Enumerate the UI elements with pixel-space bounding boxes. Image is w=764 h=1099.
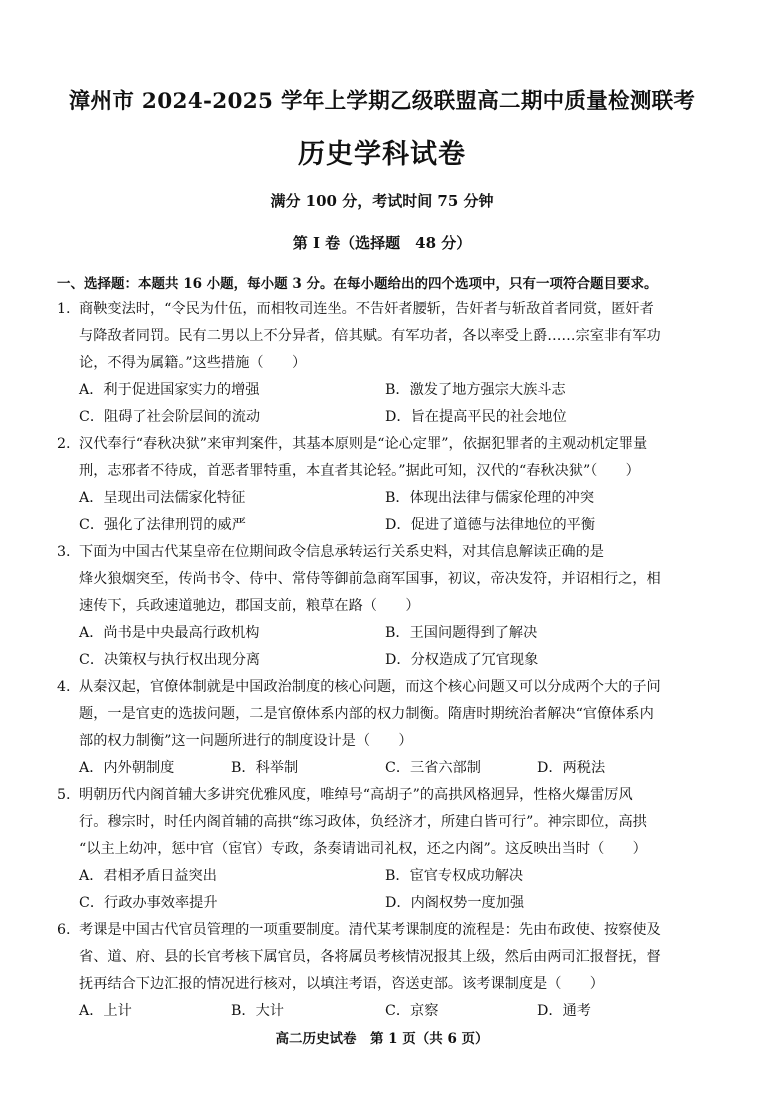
question-4	[57, 674, 719, 782]
option-c: C．决策权与执行权出现分离	[79, 652, 261, 668]
question-text-line: 烽火狼烟突至，传尚书令、侍中、常侍等御前急商军国事，初议，帝决发符，并诏相行之，相	[79, 571, 661, 587]
question-number: 3.	[57, 544, 71, 560]
option-c: C．强化了法律刑罚的威严	[79, 517, 246, 533]
option-c: C．行政办事效率提升	[79, 895, 218, 911]
option-d: D．分权造成了冗官现象	[385, 652, 539, 668]
option-a: A．呈现出司法儒家化特征	[79, 490, 246, 506]
option-c: C．京察	[385, 1003, 439, 1019]
question-number: 6.	[57, 922, 71, 938]
option-b: B．体现出法律与儒家伦理的冲突	[385, 490, 595, 506]
option-a: A．上计	[79, 1003, 132, 1019]
option-d: D．两税法	[537, 760, 606, 776]
option-a: A．利于促进国家实力的增强	[79, 382, 260, 398]
option-b: B．科举制	[231, 760, 299, 776]
question-number: 2.	[57, 436, 71, 452]
question-number: 4.	[57, 679, 71, 695]
exam-title: 漳州市 2024-2025 学年上学期乙级联盟高二期中质量检测联考	[68, 89, 696, 114]
option-b: B．激发了地方强宗大族斗志	[385, 382, 566, 398]
exam-info: 满分 100 分，考试时间 75 分钟	[270, 192, 494, 210]
question-text-line: 汉代奉行“春秋决狱”来审判案件，其基本原则是“论心定罪”，依据犯罪者的主观动机定罪量	[79, 436, 648, 452]
question-text-line: 省、道、府、县的长官考核下属官员，各将属员考核情况报其上级，然后由两司汇报督抚，督	[79, 949, 661, 965]
option-b: B．王国问题得到了解决	[385, 625, 538, 641]
question-text-line: 行。穆宗时，时任内阁首辅的高拱“练习政体，负经济才，所建白皆可行”。神宗即位，高拱	[79, 814, 647, 830]
question-text-line: 从秦汉起，官僚体制就是中国政治制度的核心问题，而这个核心问题又可以分成两个大的子问	[79, 679, 661, 695]
subject-title: 历史学科试卷	[298, 139, 466, 170]
option-b: B．宦官专权成功解决	[385, 868, 524, 884]
question-text-line: 抚再结合下边汇报的情况进行核对，以填注考语，咨送吏部。该考课制度是（ ）	[79, 976, 604, 992]
question-text-line: 考课是中国古代官员管理的一项重要制度。清代某考课制度的流程是：先由布政使、按察使及	[79, 922, 661, 938]
question-text-line: 速传下，兵政速道驰边，郡国支前，粮草在路（ ）	[79, 598, 420, 614]
question-text-line: “以主上幼冲，惩中官（宦官）专政，条奏请诎司礼权，还之内阁”。这反映出当时（ ）	[79, 841, 647, 857]
question-text-line: 明朝历代内阁首辅大多讲究优雅风度，唯绰号“高胡子”的高拱风格迥异，性格火爆雷厉风	[79, 787, 633, 803]
option-a: A．内外朝制度	[79, 760, 175, 776]
option-c: C．三省六部制	[385, 760, 481, 776]
question-text-line: 与降敌者同罚。民有二男以上不分异者，倍其赋。有军功者，各以率受上爵……宗室非有军功	[79, 328, 661, 344]
question-5	[57, 782, 719, 917]
part-title: 第 Ⅰ 卷（选择题 48 分）	[292, 234, 472, 252]
question-text-line: 部的权力制衡”这一问题所进行的制度设计是（ ）	[79, 733, 413, 749]
question-text-line: 题，一是官吏的选拔问题，二是官僚体系内部的权力制衡。隋唐时期统治者解决“官僚体系内	[79, 706, 654, 722]
section-header: 一、选择题：本题共 16 小题，每小题 3 分。在每小题给出的四个选项中，只有一项符合题目要求。	[57, 276, 658, 292]
question-text-line: 商鞅变法时，“令民为什伍，而相牧司连坐。不告奸者腰斩，告奸者与斩敌首者同赏，匿奸者	[79, 301, 654, 317]
question-text-line: 论，不得为属籍。”这些措施（ ）	[79, 355, 307, 371]
question-number: 5.	[57, 787, 71, 803]
option-a: A．尚书是中央最高行政机构	[79, 625, 260, 641]
option-d: D．通考	[537, 1003, 591, 1019]
option-d: D．旨在提高平民的社会地位	[385, 409, 567, 425]
question-text-line: 刑，志邪者不待成，首恶者罪特重，本直者其论轻。”据此可知，汉代的“春秋决狱”（ ）	[79, 463, 640, 479]
question-number: 1.	[57, 301, 71, 317]
option-d: D．内阁权势一度加强	[385, 895, 525, 911]
question-3	[57, 539, 719, 674]
option-a: A．君相矛盾日益突出	[79, 868, 217, 884]
question-text-line: 下面为中国古代某皇帝在位期间政令信息承转运行关系史料，对其信息解读正确的是	[79, 544, 604, 560]
page-footer: 高二历史试卷 第 1 页（共 6 页）	[275, 1031, 489, 1047]
question-6	[57, 917, 719, 1025]
question-2	[57, 431, 719, 539]
option-d: D．促进了道德与法律地位的平衡	[385, 517, 596, 533]
option-b: B．大计	[231, 1003, 284, 1019]
option-c: C．阻碍了社会阶层间的流动	[79, 409, 261, 425]
question-1	[57, 296, 719, 431]
